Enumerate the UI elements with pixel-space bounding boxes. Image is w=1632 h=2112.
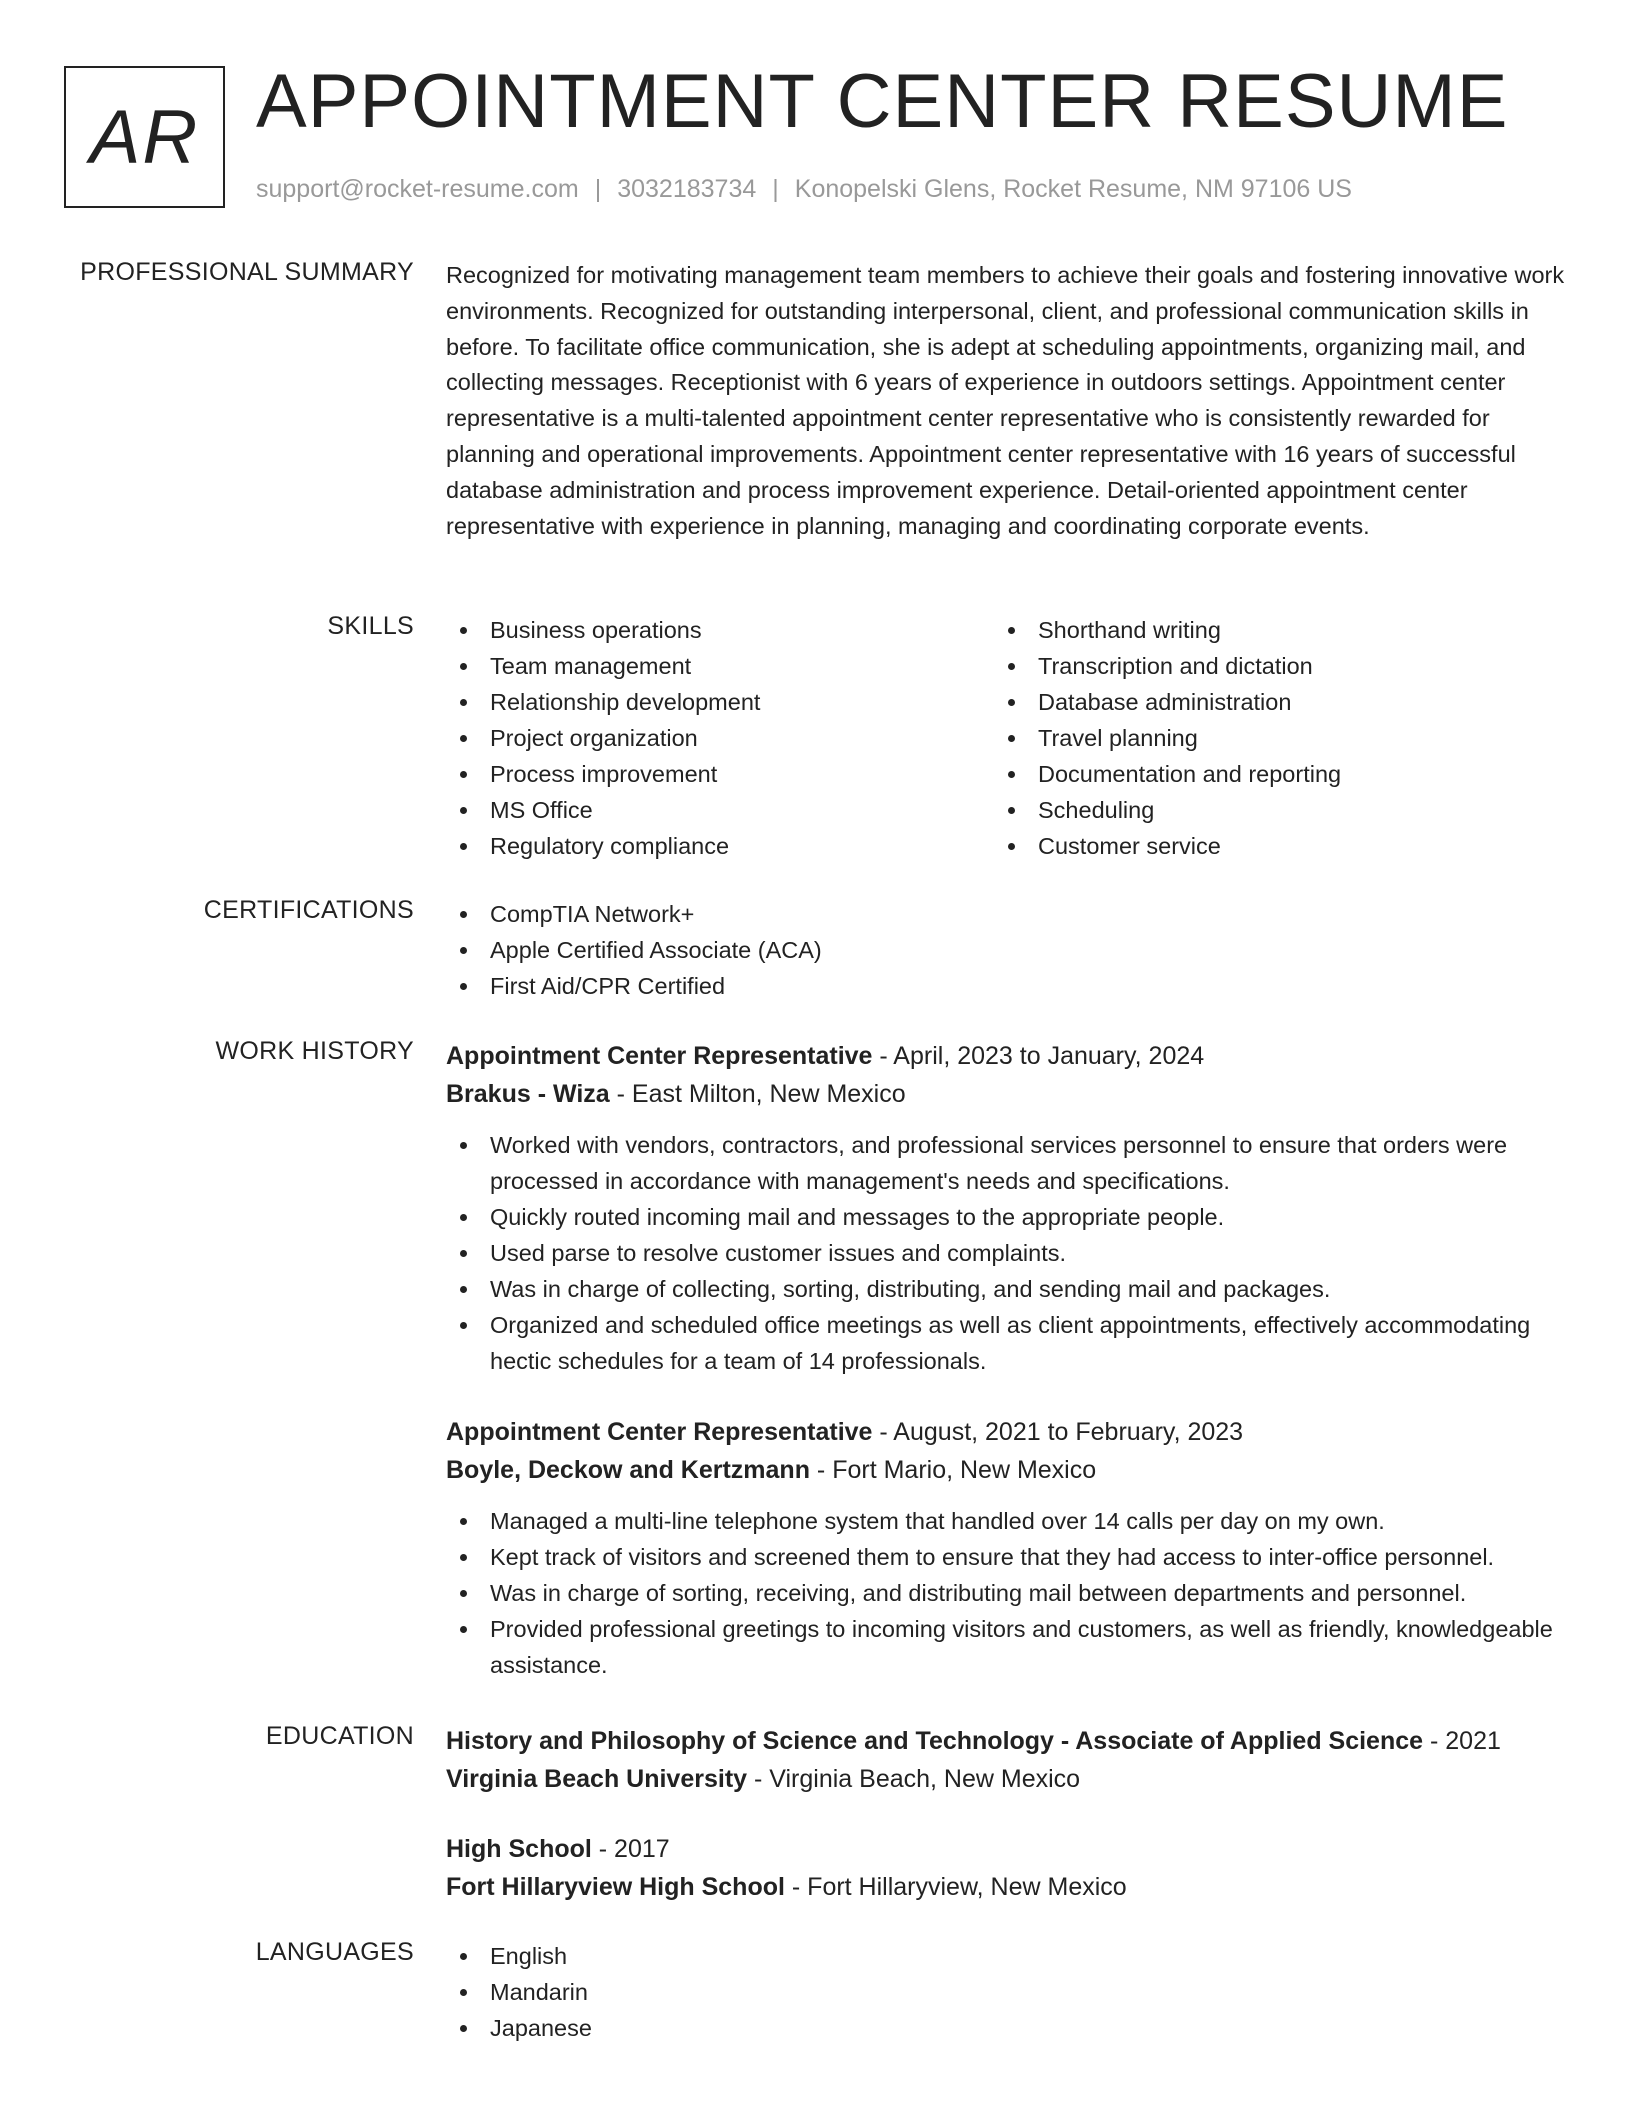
- skills-list-right: [994, 612, 1542, 864]
- education-school: Fort Hillaryview High School: [446, 1873, 785, 1901]
- certifications-body: [446, 896, 1566, 1004]
- job-role: Appointment Center Representative: [446, 1418, 873, 1446]
- job-employer-line: [446, 1075, 1566, 1113]
- job-employer-line: [446, 1451, 1566, 1489]
- skill-item: Documentation and reporting: [994, 756, 1542, 792]
- skill-item: Project organization: [446, 720, 994, 756]
- job-duty: Quickly routed incoming mail and messages to the appropriate people.: [446, 1199, 1566, 1235]
- skill-item: Travel planning: [994, 720, 1542, 756]
- contact-email[interactable]: support@rocket-resume.com: [256, 175, 579, 203]
- language-item: English: [446, 1938, 1566, 1974]
- skill-item: Regulatory compliance: [446, 828, 994, 864]
- job-role: Appointment Center Representative: [446, 1042, 873, 1070]
- certification-item: CompTIA Network+: [446, 896, 1566, 932]
- summary-text: Recognized for motivating management team members to achieve their goals and fostering innovative work environments. Recognized for outstanding interpersonal, client, and professional communication skills in before. To facilitate office communication, she is adept at scheduling appointments, organizing mail, and collecting messages. Receptionist with 6 years of experience in outdoors settings. Appointment center representative is a multi-talented appointment center representative who is consistently rewarded for planning and operational improvements. Appointment center representative with 16 years of successful database administration and process improvement experience. Detail-oriented appointment center representative with experience in planning, managing and coordinating corporate events.: [446, 262, 1565, 539]
- resume-title: APPOINTMENT CENTER RESUME: [256, 59, 1509, 144]
- contact-phone[interactable]: 3032183734: [617, 175, 757, 203]
- job-duty: Was in charge of sorting, receiving, and distributing mail between departments and personnel.: [446, 1575, 1566, 1611]
- education-school: Virginia Beach University: [446, 1765, 748, 1793]
- work-history-body: [446, 1037, 1566, 1683]
- certifications-list: [446, 896, 1566, 1004]
- skill-item: Business operations: [446, 612, 994, 648]
- job-duty: Organized and scheduled office meetings as well as client appointments, effectively accommodating hectic schedules for a team of 14 professionals.: [446, 1307, 1566, 1379]
- section-title-summary: PROFESSIONAL SUMMARY: [80, 258, 414, 286]
- education-year: - 2021: [1423, 1727, 1501, 1755]
- education-degree: History and Philosophy of Science and Technology - Associate of Applied Science: [446, 1727, 1424, 1755]
- contact-separator: |: [594, 175, 602, 203]
- languages-body: [446, 1938, 1566, 2046]
- contact-line: [256, 175, 1352, 204]
- job-duty: Provided professional greetings to incoming visitors and customers, as well as friendly, knowledgeable assistance.: [446, 1611, 1566, 1683]
- education-location: - Fort Hillaryview, New Mexico: [784, 1873, 1127, 1901]
- job-dates: - April, 2023 to January, 2024: [872, 1042, 1205, 1070]
- education-school-line: [446, 1760, 1566, 1798]
- contact-address: Konopelski Glens, Rocket Resume, NM 97106 US: [794, 175, 1352, 203]
- education-body: [446, 1722, 1566, 1906]
- education-location: - Virginia Beach, New Mexico: [747, 1765, 1081, 1793]
- job-duties-list: [446, 1503, 1566, 1683]
- job-dates: - August, 2021 to February, 2023: [872, 1418, 1244, 1446]
- skill-item: Database administration: [994, 684, 1542, 720]
- monogram-initials: AR: [89, 94, 200, 180]
- job-location: - East Milton, New Mexico: [609, 1080, 906, 1108]
- job-heading: [446, 1413, 1566, 1451]
- job-duty: Kept track of visitors and screened them to ensure that they had access to inter-office personnel.: [446, 1539, 1566, 1575]
- education-year: - 2017: [591, 1835, 670, 1863]
- skill-item: Transcription and dictation: [994, 648, 1542, 684]
- skill-item: MS Office: [446, 792, 994, 828]
- certification-item: First Aid/CPR Certified: [446, 968, 1566, 1004]
- monogram-badge: [64, 66, 225, 208]
- education-degree: High School: [446, 1835, 592, 1863]
- contact-separator: |: [772, 175, 779, 203]
- job-duties-list: [446, 1127, 1566, 1379]
- education-heading: [446, 1722, 1566, 1760]
- skill-item: Customer service: [994, 828, 1542, 864]
- skill-item: Relationship development: [446, 684, 994, 720]
- education-entry: [446, 1830, 1566, 1906]
- skill-item: Process improvement: [446, 756, 994, 792]
- job-duty: Worked with vendors, contractors, and professional services personnel to ensure that orders were processed in accordance with management's needs and specifications.: [446, 1127, 1566, 1199]
- skills-columns: [446, 612, 1566, 864]
- job-entry: [446, 1413, 1566, 1683]
- education-entry: [446, 1722, 1566, 1798]
- job-heading: [446, 1037, 1566, 1075]
- job-duty: Used parse to resolve customer issues and complaints.: [446, 1235, 1566, 1271]
- section-title-education: EDUCATION: [265, 1722, 414, 1750]
- section-title-certifications: CERTIFICATIONS: [203, 896, 414, 924]
- language-item: Mandarin: [446, 1974, 1566, 2010]
- skill-item: Team management: [446, 648, 994, 684]
- section-title-skills: SKILLS: [327, 612, 414, 640]
- job-company: Brakus - Wiza: [446, 1080, 610, 1108]
- job-location: - Fort Mario, New Mexico: [809, 1456, 1097, 1484]
- skills-list-left: [446, 612, 994, 864]
- section-title-languages: LANGUAGES: [255, 1938, 414, 1966]
- language-item: Japanese: [446, 2010, 1566, 2046]
- job-duty: Managed a multi-line telephone system that handled over 14 calls per day on my own.: [446, 1503, 1566, 1539]
- job-duty: Was in charge of collecting, sorting, distributing, and sending mail and packages.: [446, 1271, 1566, 1307]
- education-school-line: [446, 1868, 1566, 1906]
- education-heading: [446, 1830, 1566, 1868]
- skill-item: Scheduling: [994, 792, 1542, 828]
- certification-item: Apple Certified Associate (ACA): [446, 932, 1566, 968]
- skill-item: Shorthand writing: [994, 612, 1542, 648]
- languages-list: [446, 1938, 1566, 2046]
- job-entry: [446, 1037, 1566, 1379]
- section-title-work: WORK HISTORY: [215, 1037, 414, 1065]
- job-company: Boyle, Deckow and Kertzmann: [446, 1456, 810, 1484]
